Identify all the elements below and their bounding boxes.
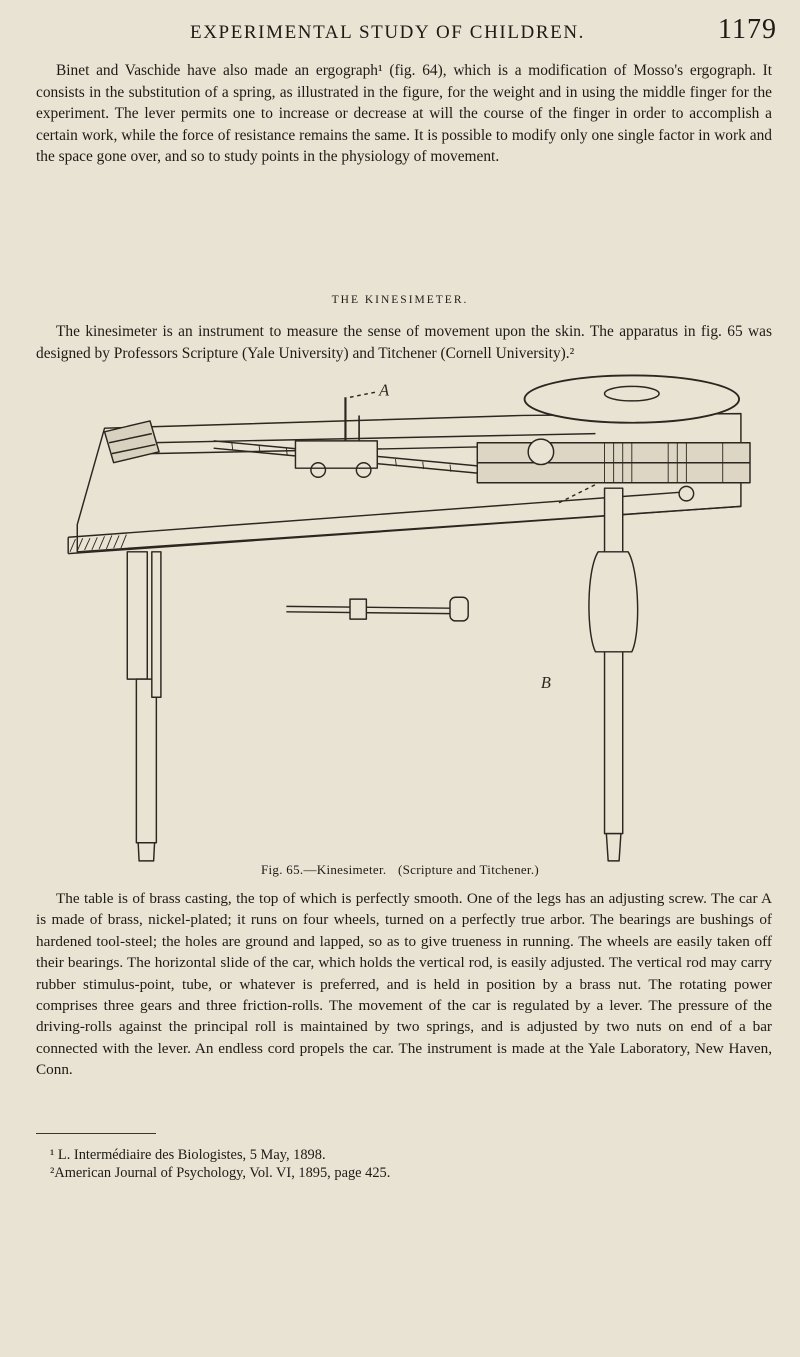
footnote-rule — [36, 1133, 156, 1134]
running-title: EXPERIMENTAL STUDY OF CHILDREN. — [190, 22, 585, 43]
label-a: A — [379, 380, 390, 400]
page-number: 1179 — [718, 14, 777, 45]
friction-disc — [525, 375, 740, 422]
label-b: B — [540, 673, 551, 693]
paragraph-ergograph: Binet and Vaschide have also made an ergograph¹ (fig. 64), which is a modification of Mosso's ergograph. It consists in the substitution of a spring, as illustrated in the figure, for the weight and in using the middle finger for the experiment. The lever permits one to increase or decrease at will the course of the finger in order to accomplish a certain work, while the force of resistance remains the same. It is possible to modify only one single factor in work and the space gone over, and so to study points in the physiology of movement. — [36, 62, 772, 166]
footnote-2: ²American Journal of Psychology, Vol. VI, 1895, page 425. — [50, 1165, 391, 1181]
caption-number: Fig. 65.—Kinesimeter. — [260, 862, 387, 877]
section-heading: THE KINESIMETER. — [331, 294, 469, 306]
figure-caption — [0, 862, 800, 878]
caption-credit: (Scripture and Titchener.) — [398, 862, 540, 877]
paragraph-kinesimeter-description: The table is of brass casting, the top of which is perfectly smooth. One of the legs has an adjusting screw. The car A is made of brass, nickel-plated; it runs on four wheels, turned on a perfectly true arbor. The bearings are bushings of hardened tool-steel; the holes are ground and lapped, so as to give trueness in running. The wheels are easily taken off their bearings. The horizontal slide of the car, which holds the vertical rod, is easily adjusted. The vertical rod may carry rubber stimulus-point, tube, or whatever is preferred, and is held in position by a brass nut. The rotating power comprises three gears and three friction-rolls. The movement of the car is regulated by a lever. The pressure of the driving-rolls against the principal roll is maintained by two springs, and is adjusted by two nuts on end of a bar connected with the lever. An endless cord propels the car. The instrument is made at the Yale Laboratory, New Haven, Conn. — [36, 890, 772, 1079]
kinesimeter-illustration — [15, 370, 785, 870]
leader-line-a — [350, 392, 377, 397]
paragraph-kinesimeter-intro: The kinesimeter is an instrument to measure the sense of movement upon the skin. The apparatus in fig. 65 was designed by Professors Scripture (Yale University) and Titchener (Cornell University).² — [36, 323, 772, 362]
footnote-1: ¹ L. Intermédiaire des Biologistes, 5 May, 1898. — [50, 1147, 326, 1163]
lever — [286, 597, 468, 621]
running-head — [0, 12, 800, 52]
